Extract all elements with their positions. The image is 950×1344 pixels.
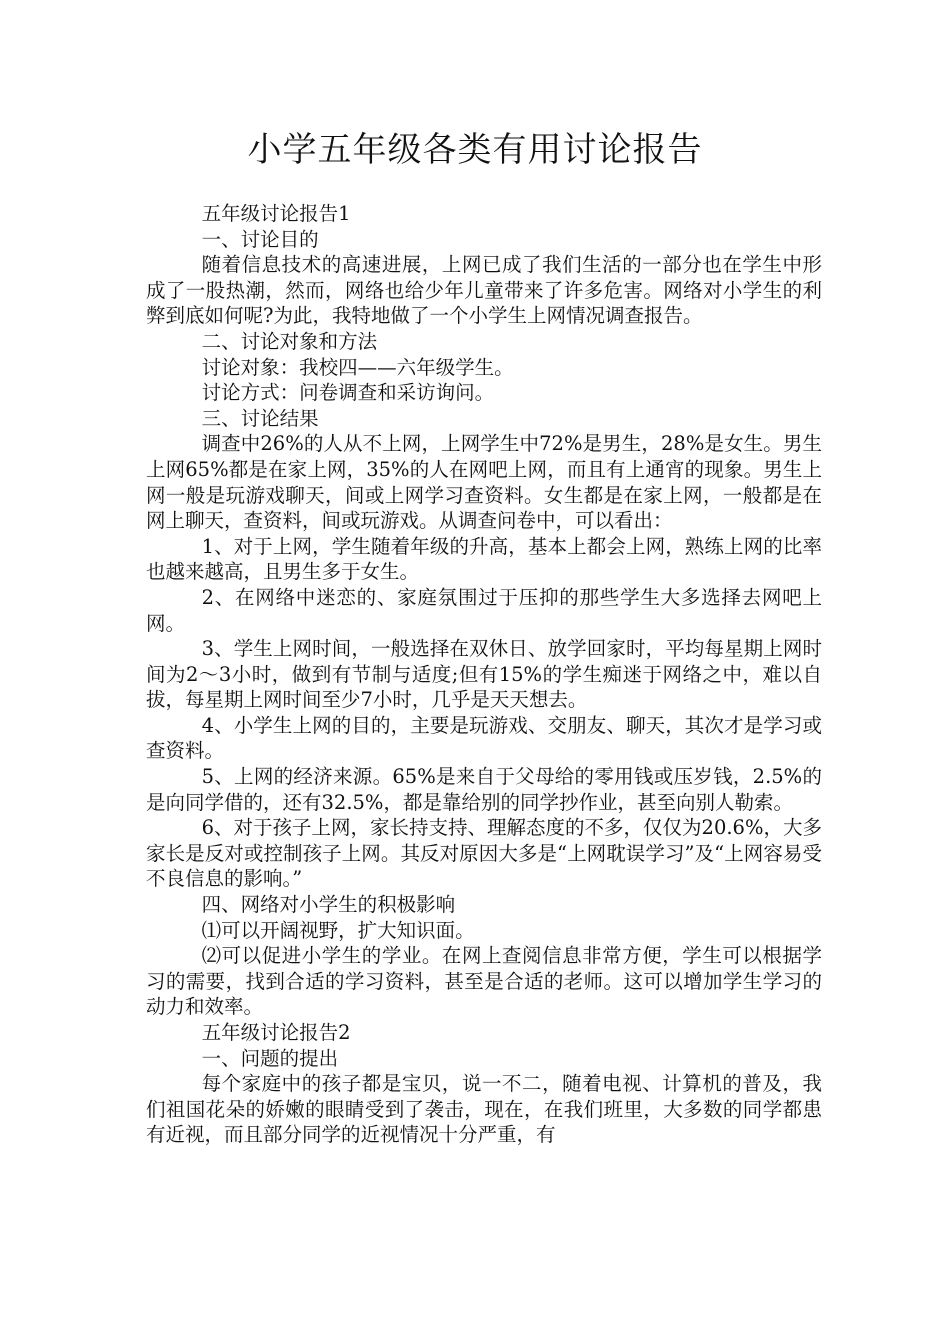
- paragraph: 讨论对象：我校四——六年级学生。: [201, 355, 514, 379]
- paragraph: 调查中26%的人从不上网，上网学生中72%是男生，28%是女生。男生上网65%都是在家上网，35%的人在网吧上网，而且有上通宵的现象。男生上网一般是玩游戏聊天，间或上网学习查资料。女生都是在家上网，一般都是在网上聊天，查资料，间或玩游戏。从调查问卷中，可以看出：: [146, 432, 822, 533]
- document-body: [146, 201, 822, 1148]
- section-heading: 二、讨论对象和方法: [201, 329, 378, 353]
- paragraph: 每个家庭中的孩子都是宝贝，说一不二，随着电视、计算机的普及，我们祖国花朵的娇嫩的眼睛受到了袭击，现在，在我们班里，大多数的同学都患有近视，而且部分同学的近视情况十分严重，有: [146, 1072, 822, 1147]
- paragraph: 随着信息技术的高速进展，上网已成了我们生活的一部分也在学生中形成了一股热潮，然而，网络也给少年儿童带来了许多危害。网络对小学生的利弊到底如何呢?为此，我特地做了一个小学生上网情况调查报告。: [146, 253, 822, 328]
- list-item: 5、上网的经济来源。65%是来自于父母给的零用钱或压岁钱，2.5%的是向同学借的，还有32.5%，都是靠给别的同学抄作业，甚至向别人勒索。: [146, 765, 822, 814]
- report-2-heading: 五年级讨论报告2: [201, 1021, 351, 1044]
- section-heading: 一、问题的提出: [201, 1046, 339, 1070]
- section-heading: 三、讨论结果: [201, 406, 319, 430]
- list-item: 1、对于上网，学生随着年级的升高，基本上都会上网，熟练上网的比率也越来越高，且男生多于女生。: [146, 534, 822, 584]
- report-1-heading: 五年级讨论报告1: [201, 202, 351, 225]
- list-item: 4、小学生上网的目的，主要是玩游戏、交朋友、聊天，其次才是学习或查资料。: [146, 713, 822, 763]
- list-item: 6、对于孩子上网，家长持支持、理解态度的不多，仅仅为20.6%，大多家长是反对或控制孩子上网。其反对原因大多是“上网耽误学习”及“上网容易受不良信息的影响。”: [146, 816, 822, 891]
- paragraph: 讨论方式：问卷调查和采访询问。: [201, 381, 495, 405]
- list-item: 3、学生上网时间，一般选择在双休日、放学回家时，平均每星期上网时间为2～3小时，做到有节制与适度;但有15%的学生痴迷于网络之中，难以自拔，每星期上网时间至少7小时，几乎是天天想去。: [146, 637, 822, 712]
- list-item: ⑴可以开阔视野，扩大知识面。: [201, 918, 475, 942]
- document-title: 小学五年级各类有用讨论报告: [247, 130, 703, 170]
- section-heading: 四、网络对小学生的积极影响: [201, 893, 456, 917]
- list-item: ⑵可以促进小学生的学业。在网上查阅信息非常方便，学生可以根据学习的需要，找到合适的学习资料，甚至是合适的老师。这可以增加学生学习的动力和效率。: [146, 944, 822, 1019]
- list-item: 2、在网络中迷恋的、家庭氛围过于压抑的那些学生大多选择去网吧上网。: [146, 585, 822, 635]
- section-heading: 一、讨论目的: [201, 227, 319, 251]
